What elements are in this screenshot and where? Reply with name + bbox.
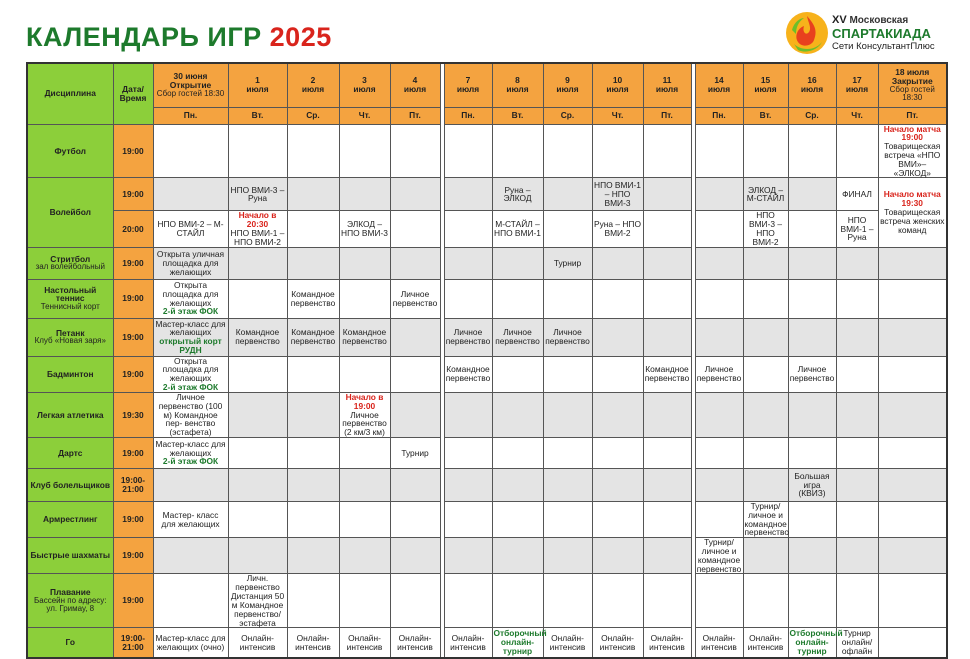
- empty-cell: [743, 356, 788, 392]
- row-volleyball-2000: [27, 211, 947, 247]
- empty-cell: [492, 392, 543, 437]
- dow-cell: Ср.: [543, 107, 592, 124]
- event-cell: Большая игра (КВИЗ): [788, 468, 836, 501]
- dow-cell: Вт.: [228, 107, 287, 124]
- empty-cell: [492, 124, 543, 178]
- date-cell: 11 июля: [643, 63, 691, 107]
- empty-cell: [788, 574, 836, 628]
- empty-cell: [339, 574, 390, 628]
- row-table-tennis: [27, 279, 947, 318]
- event-cell: Личное первенство: [543, 318, 592, 356]
- event-cell: Командное первенство: [287, 279, 339, 318]
- time-cell: 19:00- 21:00: [113, 468, 153, 501]
- date-cell: 18 июля Закрытие Сбор гостей 18:30: [878, 63, 947, 107]
- row-volleyball-1900: [27, 178, 947, 211]
- empty-cell: [492, 437, 543, 468]
- time-cell: 19:00: [113, 437, 153, 468]
- empty-cell: [743, 247, 788, 279]
- empty-cell: [543, 574, 592, 628]
- empty-cell: [287, 437, 339, 468]
- header-datetime: Дата/ Время: [113, 63, 153, 124]
- discipline-name: Клуб болельщиков: [27, 468, 113, 501]
- empty-cell: [592, 392, 643, 437]
- empty-cell: [287, 501, 339, 537]
- empty-cell: [153, 538, 228, 574]
- empty-cell: [592, 124, 643, 178]
- date-cell: 10 июля: [592, 63, 643, 107]
- event-cell: Онлайн- интенсив: [543, 628, 592, 658]
- empty-cell: [444, 468, 492, 501]
- empty-cell: [228, 501, 287, 537]
- event-cell: Онлайн- интенсив: [695, 628, 743, 658]
- event-cell: ЭЛКОД – НПО ВМИ-3: [339, 211, 390, 247]
- empty-cell: [390, 124, 440, 178]
- empty-cell: [878, 574, 947, 628]
- empty-cell: [643, 538, 691, 574]
- empty-cell: [643, 468, 691, 501]
- empty-cell: [287, 574, 339, 628]
- empty-cell: [228, 124, 287, 178]
- empty-cell: [743, 468, 788, 501]
- spartakiada-logo: [784, 10, 934, 56]
- discipline-name: Быстрые шахматы: [27, 538, 113, 574]
- empty-cell: [592, 501, 643, 537]
- empty-cell: [743, 574, 788, 628]
- empty-cell: [878, 437, 947, 468]
- empty-cell: [543, 124, 592, 178]
- empty-cell: [695, 178, 743, 211]
- dow-cell: Пн.: [153, 107, 228, 124]
- date-cell: 7 июля: [444, 63, 492, 107]
- dow-cell: Чт.: [836, 107, 878, 124]
- event-cell: Личн. первенство Дистанция 50 м Командное первенство/ эстафета: [228, 574, 287, 628]
- empty-cell: [339, 279, 390, 318]
- empty-cell: [228, 279, 287, 318]
- time-cell: 19:00: [113, 538, 153, 574]
- empty-cell: [878, 501, 947, 537]
- empty-cell: [228, 247, 287, 279]
- empty-cell: [492, 574, 543, 628]
- event-cell: Онлайн- интенсив: [339, 628, 390, 658]
- title-year: 2025: [269, 22, 332, 52]
- empty-cell: [444, 211, 492, 247]
- empty-cell: [695, 211, 743, 247]
- header-dow-row: [27, 107, 947, 124]
- event-cell: Личное первенство: [492, 318, 543, 356]
- date-cell: 15 июля: [743, 63, 788, 107]
- discipline-name: Бадминтон: [27, 356, 113, 392]
- page-title: [26, 22, 332, 53]
- row-speed-chess: [27, 538, 947, 574]
- empty-cell: [695, 124, 743, 178]
- event-cell: Личное первенство (100 м) Командное пер- венство (эстафета): [153, 392, 228, 437]
- empty-cell: [836, 247, 878, 279]
- header-dates-row: [27, 63, 947, 107]
- date-cell: 14 июля: [695, 63, 743, 107]
- event-cell: Командное первенство: [287, 318, 339, 356]
- event-cell: Онлайн- интенсив: [743, 628, 788, 658]
- empty-cell: [643, 124, 691, 178]
- event-cell: Начало матча 19:30 Товарищеская встреча женских команд: [878, 178, 947, 247]
- dow-cell: Ср.: [788, 107, 836, 124]
- date-cell: 17 июля: [836, 63, 878, 107]
- time-cell: 19:00: [113, 574, 153, 628]
- dow-cell: Пт.: [390, 107, 440, 124]
- discipline-name: Плавание Бассейн по адресу: ул. Гримау, 8: [27, 574, 113, 628]
- event-cell: Отборочный онлайн- турнир: [493, 628, 547, 656]
- empty-cell: [390, 392, 440, 437]
- event-cell: Руна – НПО ВМИ-2: [592, 211, 643, 247]
- empty-cell: [543, 356, 592, 392]
- date-cell: 8 июля: [492, 63, 543, 107]
- empty-cell: [287, 392, 339, 437]
- empty-cell: [836, 392, 878, 437]
- event-cell: Мастер-класс для желающих открытый корт РУДН: [153, 318, 228, 356]
- empty-cell: [390, 178, 440, 211]
- empty-cell: [390, 356, 440, 392]
- empty-cell: [643, 392, 691, 437]
- empty-cell: [287, 538, 339, 574]
- row-football: [27, 124, 947, 178]
- flame-logo-icon: [784, 10, 830, 56]
- empty-cell: [390, 574, 440, 628]
- dow-cell: Ср.: [287, 107, 339, 124]
- empty-cell: [339, 468, 390, 501]
- discipline-name: Петанк Клуб «Новая заря»: [27, 318, 113, 356]
- empty-cell: [339, 356, 390, 392]
- row-petanque: [27, 318, 947, 356]
- empty-cell: [695, 501, 743, 537]
- time-cell: 19:00: [113, 247, 153, 279]
- empty-cell: [836, 437, 878, 468]
- empty-cell: [695, 318, 743, 356]
- discipline-name: Настольный теннис Теннисный корт: [27, 279, 113, 318]
- empty-cell: [228, 538, 287, 574]
- discipline-name: Го: [27, 628, 113, 658]
- event-cell: Онлайн- интенсив: [228, 628, 287, 658]
- time-cell: 19:00: [113, 124, 153, 178]
- empty-cell: [228, 437, 287, 468]
- date-cell: 3 июля: [339, 63, 390, 107]
- empty-cell: [836, 501, 878, 537]
- event-cell: Открыта уличная площадка для желающих: [153, 247, 228, 279]
- time-cell: 20:00: [113, 211, 153, 247]
- time-cell: 19:00: [113, 501, 153, 537]
- empty-cell: [836, 468, 878, 501]
- empty-cell: [492, 468, 543, 501]
- date-cell: 2 июля: [287, 63, 339, 107]
- event-cell: Открыта площадка для желающих 2-й этаж ФОК: [153, 356, 228, 392]
- event-cell: Онлайн- интенсив: [287, 628, 339, 658]
- empty-cell: [543, 211, 592, 247]
- row-darts: [27, 437, 947, 468]
- date-cell: 1 июля: [228, 63, 287, 107]
- event-cell: Мастер- класс для желающих: [153, 501, 228, 537]
- empty-cell: [788, 501, 836, 537]
- empty-cell: [390, 211, 440, 247]
- discipline-name: Волейбол: [27, 178, 113, 247]
- row-athletics: [27, 392, 947, 437]
- empty-cell: [878, 318, 947, 356]
- empty-cell: [643, 318, 691, 356]
- empty-cell: [390, 318, 440, 356]
- dow-cell: Пт.: [878, 107, 947, 124]
- empty-cell: [228, 356, 287, 392]
- event-cell: Онлайн- интенсив: [390, 628, 440, 658]
- empty-cell: [878, 356, 947, 392]
- empty-cell: [592, 574, 643, 628]
- empty-cell: [153, 124, 228, 178]
- event-cell: Начало матча 19:00 Товарищеская встреча «НПО ВМИ»– «ЭЛКОД»: [878, 124, 947, 178]
- empty-cell: [878, 392, 947, 437]
- empty-cell: [878, 628, 947, 658]
- event-cell: Начало в 19:00 Личное первенство (2 км/3 км): [339, 392, 390, 437]
- empty-cell: [836, 538, 878, 574]
- event-cell: ФИНАЛ: [836, 178, 878, 211]
- dow-cell: Пт.: [643, 107, 691, 124]
- event-cell: НПО ВМИ-3 – НПО ВМИ-2: [743, 211, 788, 247]
- dow-cell: Вт.: [492, 107, 543, 124]
- empty-cell: [592, 279, 643, 318]
- empty-cell: [287, 178, 339, 211]
- event-cell: Командное первенство: [444, 356, 492, 392]
- empty-cell: [592, 247, 643, 279]
- empty-cell: [592, 468, 643, 501]
- empty-cell: [788, 392, 836, 437]
- event-cell: Мастер-класс для желающих (очно): [153, 628, 228, 658]
- empty-cell: [695, 574, 743, 628]
- empty-cell: [743, 279, 788, 318]
- date-cell: 4 июля: [390, 63, 440, 107]
- empty-cell: [444, 178, 492, 211]
- event-cell: Онлайн- интенсив: [444, 628, 492, 658]
- empty-cell: [153, 178, 228, 211]
- empty-cell: [878, 468, 947, 501]
- empty-cell: [695, 468, 743, 501]
- dow-cell: Чт.: [339, 107, 390, 124]
- empty-cell: [287, 211, 339, 247]
- event-cell: НПО ВМИ-2 – М-СТАЙЛ: [153, 211, 228, 247]
- empty-cell: [153, 574, 228, 628]
- empty-cell: [643, 211, 691, 247]
- empty-cell: [492, 279, 543, 318]
- empty-cell: [743, 538, 788, 574]
- empty-cell: [788, 538, 836, 574]
- time-cell: 19:00: [113, 356, 153, 392]
- empty-cell: [543, 538, 592, 574]
- row-badminton: [27, 356, 947, 392]
- empty-cell: [695, 437, 743, 468]
- discipline-name: Армрестлинг: [27, 501, 113, 537]
- time-cell: 19:30: [113, 392, 153, 437]
- empty-cell: [836, 574, 878, 628]
- empty-cell: [390, 247, 440, 279]
- empty-cell: [287, 124, 339, 178]
- row-swimming: [27, 574, 947, 628]
- empty-cell: [788, 437, 836, 468]
- empty-cell: [836, 318, 878, 356]
- date-cell: 16 июля: [788, 63, 836, 107]
- discipline-name: Легкая атлетика: [27, 392, 113, 437]
- event-cell: Командное первенство: [339, 318, 390, 356]
- empty-cell: [643, 574, 691, 628]
- event-cell: Турнир/ личное и командное первенство: [696, 537, 742, 574]
- empty-cell: [592, 356, 643, 392]
- event-cell: Руна – ЭЛКОД: [492, 178, 543, 211]
- empty-cell: [543, 178, 592, 211]
- date-cell: 30 июня Открытие Сбор гостей 18:30: [153, 63, 228, 107]
- row-go: [27, 628, 947, 658]
- event-cell: Турнир онлайн/ офлайн: [836, 628, 878, 658]
- empty-cell: [695, 247, 743, 279]
- empty-cell: [543, 468, 592, 501]
- dow-cell: Вт.: [743, 107, 788, 124]
- empty-cell: [695, 392, 743, 437]
- empty-cell: [543, 392, 592, 437]
- schedule-table: [26, 62, 948, 659]
- empty-cell: [492, 501, 543, 537]
- dow-cell: Пн.: [695, 107, 743, 124]
- empty-cell: [788, 178, 836, 211]
- empty-cell: [643, 247, 691, 279]
- empty-cell: [444, 437, 492, 468]
- event-cell: Турнир: [543, 247, 592, 279]
- empty-cell: [836, 279, 878, 318]
- row-streetball: [27, 247, 947, 279]
- event-cell: НПО ВМИ-3 – Руна: [228, 178, 287, 211]
- empty-cell: [543, 501, 592, 537]
- empty-cell: [788, 211, 836, 247]
- empty-cell: [592, 538, 643, 574]
- time-cell: 19:00: [113, 318, 153, 356]
- empty-cell: [444, 124, 492, 178]
- empty-cell: [878, 279, 947, 318]
- empty-cell: [492, 356, 543, 392]
- event-cell: НПО ВМИ-1 – Руна: [836, 211, 878, 247]
- empty-cell: [836, 124, 878, 178]
- event-cell: ЭЛКОД – М-СТАЙЛ: [743, 178, 788, 211]
- empty-cell: [444, 279, 492, 318]
- empty-cell: [444, 247, 492, 279]
- empty-cell: [878, 538, 947, 574]
- event-cell: Мастер-класс для желающих 2-й этаж ФОК: [153, 437, 228, 468]
- event-cell: Турнир/ личное и командное первенство: [744, 500, 790, 538]
- event-cell: Командное первенство: [228, 318, 287, 356]
- empty-cell: [153, 468, 228, 501]
- event-cell: Личное первенство: [444, 318, 492, 356]
- row-armwrestling: [27, 501, 947, 537]
- logo-line2: СПАРТАКИАДА: [832, 26, 931, 41]
- empty-cell: [788, 124, 836, 178]
- empty-cell: [643, 279, 691, 318]
- dow-cell: Пн.: [444, 107, 492, 124]
- event-cell: М-СТАЙЛ – НПО ВМИ-1: [492, 211, 543, 247]
- empty-cell: [339, 538, 390, 574]
- discipline-name: Дартс: [27, 437, 113, 468]
- empty-cell: [444, 392, 492, 437]
- empty-cell: [492, 538, 543, 574]
- event-cell: Турнир: [390, 437, 440, 468]
- time-cell: 19:00: [113, 178, 153, 211]
- empty-cell: [543, 437, 592, 468]
- row-fans-club: [27, 468, 947, 501]
- empty-cell: [390, 468, 440, 501]
- event-cell: Личное первенство: [695, 356, 743, 392]
- empty-cell: [339, 124, 390, 178]
- logo-line1: XV Московская: [832, 14, 909, 26]
- empty-cell: [390, 538, 440, 574]
- empty-cell: [592, 318, 643, 356]
- empty-cell: [743, 437, 788, 468]
- event-cell: Отборочный онлайн- турнир: [789, 628, 843, 656]
- event-cell: Командное первенство: [643, 356, 691, 392]
- empty-cell: [444, 574, 492, 628]
- empty-cell: [743, 124, 788, 178]
- discipline-name: Футбол: [27, 124, 113, 178]
- empty-cell: [643, 501, 691, 537]
- dow-cell: Чт.: [592, 107, 643, 124]
- empty-cell: [592, 437, 643, 468]
- empty-cell: [390, 501, 440, 537]
- empty-cell: [788, 279, 836, 318]
- empty-cell: [339, 247, 390, 279]
- date-cell: 9 июля: [543, 63, 592, 107]
- empty-cell: [788, 318, 836, 356]
- header-discipline: Дисциплина: [27, 63, 113, 124]
- event-cell: НПО ВМИ-1 – НПО ВМИ-3: [592, 178, 643, 211]
- empty-cell: [228, 392, 287, 437]
- event-cell: Онлайн- интенсив: [592, 628, 643, 658]
- logo-line3: Сети КонсультантПлюс: [832, 41, 935, 52]
- empty-cell: [643, 178, 691, 211]
- event-cell: Личное первенство: [788, 356, 836, 392]
- empty-cell: [228, 468, 287, 501]
- empty-cell: [339, 437, 390, 468]
- empty-cell: [643, 437, 691, 468]
- event-cell: Онлайн- интенсив: [643, 628, 691, 658]
- empty-cell: [695, 279, 743, 318]
- empty-cell: [788, 247, 836, 279]
- empty-cell: [878, 247, 947, 279]
- empty-cell: [339, 178, 390, 211]
- time-cell: 19:00- 21:00: [113, 628, 153, 658]
- empty-cell: [543, 279, 592, 318]
- empty-cell: [743, 318, 788, 356]
- title-main: КАЛЕНДАРЬ ИГР: [26, 22, 262, 52]
- empty-cell: [743, 392, 788, 437]
- event-cell: Открыта площадка для желающих 2-й этаж ФОК: [153, 279, 228, 318]
- empty-cell: [836, 356, 878, 392]
- empty-cell: [287, 468, 339, 501]
- empty-cell: [444, 538, 492, 574]
- empty-cell: [287, 247, 339, 279]
- empty-cell: [339, 501, 390, 537]
- discipline-name: Стритбол зал волейбольный: [27, 247, 113, 279]
- empty-cell: [444, 501, 492, 537]
- event-cell: Личное первенство: [390, 279, 440, 318]
- empty-cell: [287, 356, 339, 392]
- event-cell: Начало в 20:30 НПО ВМИ-1 – НПО ВМИ-2: [228, 211, 287, 247]
- time-cell: 19:00: [113, 279, 153, 318]
- empty-cell: [492, 247, 543, 279]
